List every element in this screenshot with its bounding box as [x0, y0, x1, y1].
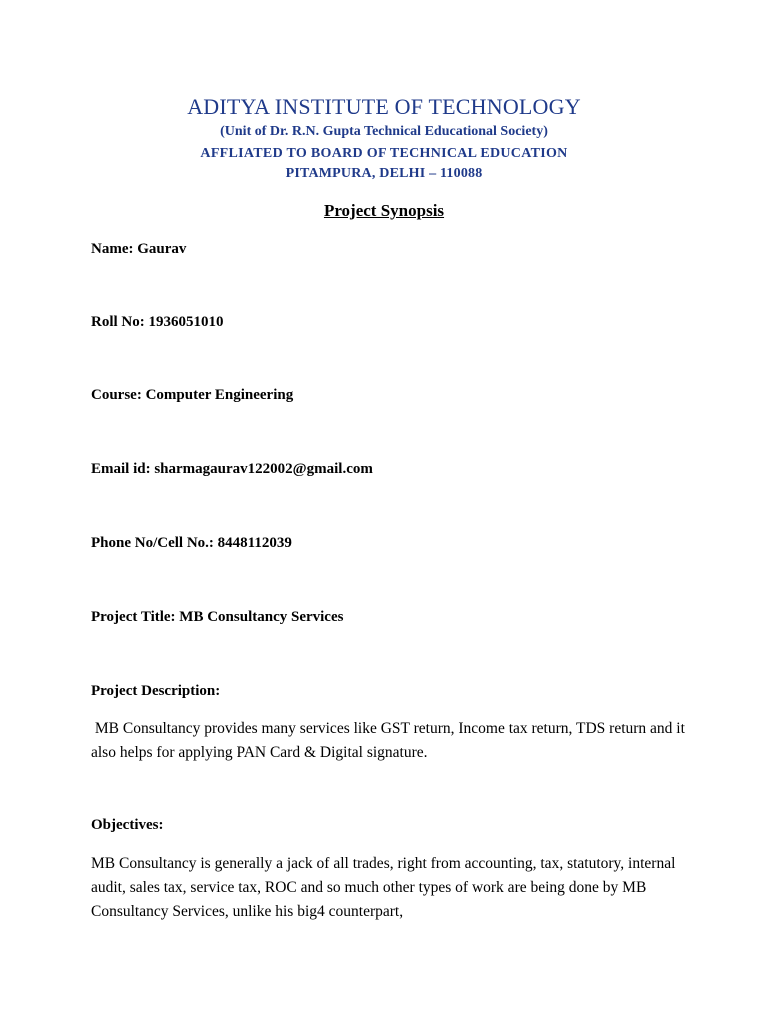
- objectives-text: MB Consultancy is generally a jack of all trades, right from accounting, tax, statutory, internal audit, sales tax, service tax, ROC and so much other types of work are being done by MB Consultancy Services, unlike his big4 counterpart,: [91, 855, 676, 920]
- phone-number: Phone No/Cell No.: 8448112039: [91, 535, 292, 551]
- institute-unit: (Unit of Dr. R.N. Gupta Technical Educational Society): [220, 124, 548, 139]
- document-title: Project Synopsis: [323, 201, 445, 220]
- roll-number: Roll No: 1936051010: [91, 314, 224, 330]
- institute-name: ADITYA INSTITUTE OF TECHNOLOGY: [187, 94, 581, 119]
- course: Course: Computer Engineering: [91, 387, 294, 403]
- project-title: Project Title: MB Consultancy Services: [91, 609, 344, 625]
- student-name: Name: Gaurav: [91, 241, 187, 257]
- project-description-text: MB Consultancy provides many services like GST return, Income tax return, TDS return and it also helps for applying PAN Card & Digital signature.: [91, 720, 689, 761]
- institute-address: PITAMPURA, DELHI – 110088: [285, 166, 483, 181]
- email-id: Email id: sharmagaurav122002@gmail.com: [91, 461, 373, 477]
- objectives-heading: Objectives:: [91, 817, 164, 833]
- project-description-heading: Project Description:: [91, 683, 221, 699]
- institute-affiliation: AFFLIATED TO BOARD OF TECHNICAL EDUCATION: [200, 146, 568, 161]
